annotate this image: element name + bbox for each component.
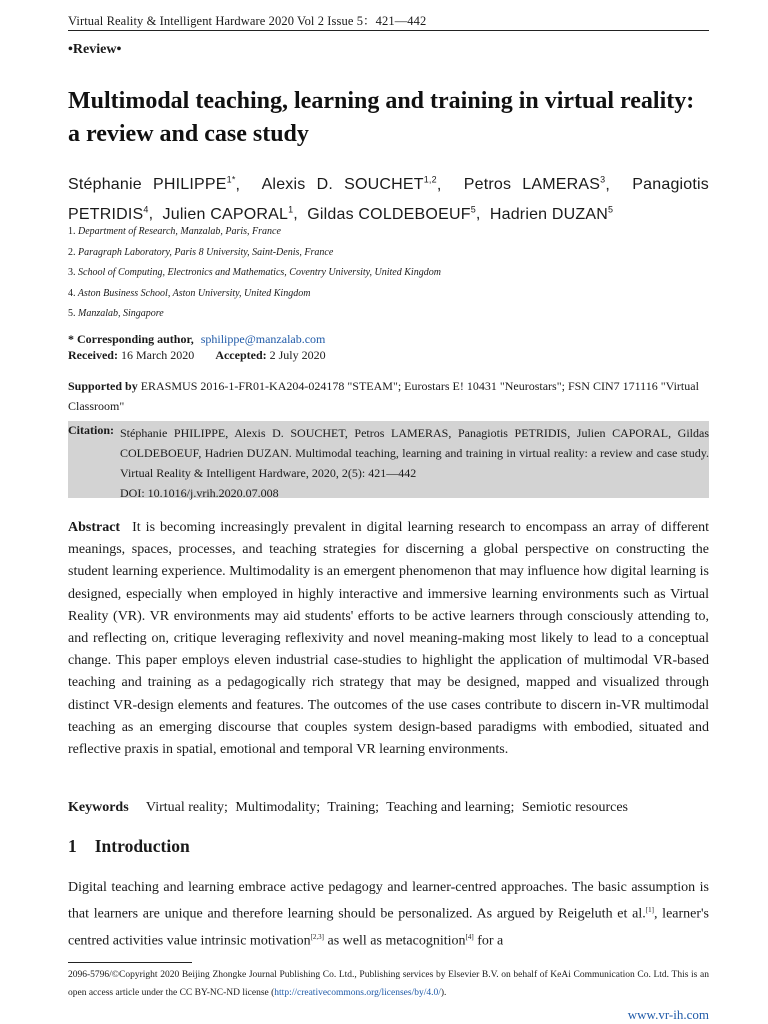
reference-link[interactable]: [1] (645, 906, 654, 915)
citation-doi[interactable]: DOI: 10.1016/j.vrih.2020.07.008 (120, 486, 279, 500)
abstract-text: It is becoming increasingly prevalent in digital learning research to encompass an array of different meanings, spaces, processes, and teaching strategies for discerning a global perspective on constructing the student learning experience. Multimodality is an emergent phenomenon that may influence how digital learning is designed, especially when employed in highly interactive and immersive learning environments such as Virtual Reality (VR). VR environments may aid students' efforts to be active learners through consciously attending to, and reflecting on, critique leveraging reflexivity and novel meaning-making most likely to lead to a conceptual change. This paper employs eleven industrial case-studies to highlight the application of multimodal VR-based teaching and training as a pedagogically rich strategy that may be designed, mapped and visualized through distinct VR-design elements and features. The outcomes of the use cases contribute to discern in-VR multimodal teaching as an emerging discourse that couples system design-based paradigms with embodied, situated and reflective praxis in spatial, emotional and temporal VR learning environments. (68, 520, 709, 758)
abstract-label: Abstract (68, 520, 121, 535)
dates (68, 348, 326, 363)
accepted-date: 2 July 2020 (269, 348, 326, 362)
corresponding-label: * Corresponding author, (68, 332, 194, 346)
affiliation: 5. Manzalab, Singapore (68, 308, 164, 319)
keyword: Virtual reality; (145, 800, 228, 815)
received-label: Received: (68, 348, 118, 362)
reference-link[interactable]: [2,3] (310, 933, 325, 942)
author: Julien CAPORAL$^1$ (162, 204, 294, 223)
author: Hadrien DUZAN$^5$ (489, 204, 614, 223)
keyword: Training; (327, 800, 380, 815)
affiliation: 4. Aston Business School, Aston University, United Kingdom (68, 287, 311, 299)
section-title: Introduction (94, 836, 190, 856)
section-number: 1 (68, 836, 77, 856)
intro-paragraph: Digital teaching and learning embrace active pedagogy and learner-centred approaches. The basic assumption is that learners are unique and therefore learning should be personalized. As argued by Reigeluth et al.[1], learner's centred activities value intrinsic motivation[2,3] as well as metacognition[4] for a (68, 880, 710, 949)
reference-link[interactable]: [4] (465, 933, 474, 942)
footnote-rule (68, 962, 192, 963)
paper-title: Multimodal teaching, learning and training in virtual reality: a review and case study (68, 88, 695, 147)
funding-support (68, 376, 709, 416)
citation-reference: Stéphanie PHILIPPE, Alexis D. SOUCHET, Petros LAMERAS, Panagiotis PETRIDIS, Julien CAPORAL, Gildas COLDEBOEUF, Hadrien DUZAN. Multimodal teaching, learning and training in virtual reality: a review and case study. Virtual Reality & Intelligent Hardware, 2020, 2(5): 421—442 (120, 426, 709, 480)
section-heading (68, 836, 190, 857)
author: Petros LAMERAS$^3$ (463, 175, 606, 194)
author: Alexis D. SOUCHET$^{1,2}$ (261, 175, 437, 194)
keyword: Semiotic resources (521, 800, 628, 815)
keywords (68, 800, 709, 816)
license-link[interactable]: http://creativecommons.org/licenses/by/4.0/ (274, 988, 441, 998)
affiliation-list (68, 224, 709, 327)
affiliation: 3. School of Computing, Electronics and Mathematics, Coventry University, United Kingdom (68, 267, 441, 278)
affiliation: 1. Department of Research, Manzalab, Paris, France (68, 226, 281, 237)
support-label: Supported by (68, 379, 138, 393)
citation-text (120, 423, 709, 503)
author-list: Stéphanie $PHILIPPE^{1*}$, Alexis D. SOUCHET$^{1,2}$, Petros LAMERAS$^3$, Panagiotis PETRIDIS$^4$, Julien CAPORAL$^1$, Gildas COLDEBOEUF$^5$, Hadrien DUZAN$^5$ (68, 175, 709, 223)
header-rule (68, 30, 709, 31)
corresponding-email-link[interactable]: sphilippe@manzalab.com (200, 332, 326, 346)
author: Gildas COLDEBOEUF$^5$ (307, 204, 476, 223)
citation-label: Citation: (68, 423, 114, 437)
keyword: Multimodality; (235, 800, 321, 815)
support-text: ERASMUS 2016-1-FR01-KA204-024178 "STEAM"; Eurostars E! 10431 "Neurostars"; FSN CIN7 171116 "Virtual Classroom" (68, 379, 699, 413)
abstract (68, 517, 709, 761)
author: Panagiotis PETRIDIS$^4$ (68, 176, 709, 223)
keywords-label: Keywords (68, 800, 129, 815)
affiliation: 2. Paragraph Laboratory, Paris 8 University, Saint-Denis, France (68, 246, 334, 258)
journal-website-link[interactable]: www.vr-ih.com (627, 1007, 709, 1022)
corresponding-author (68, 332, 325, 347)
keyword: Teaching and learning; (386, 800, 515, 815)
received-date: 16 March 2020 (120, 348, 195, 362)
author: Stéphanie $PHILIPPE^{1*}$ (68, 175, 236, 194)
copyright-footnote: 2096-5796/©Copyright 2020 Beijing Zhongke Journal Publishing Co. Ltd., Publishing services by Elsevier B.V. on behalf of KeAi Communication Co. Ltd. This is an open access article under the CC BY-NC-ND license (http://creativecommons.org/licenses/by/4.0/). (68, 970, 709, 998)
journal-header: Virtual Reality & Intelligent Hardware 2020 Vol 2 Issue 5：421—442 (68, 14, 427, 28)
accepted-label: Accepted: (215, 348, 267, 362)
section-tag: •Review• (68, 42, 122, 57)
